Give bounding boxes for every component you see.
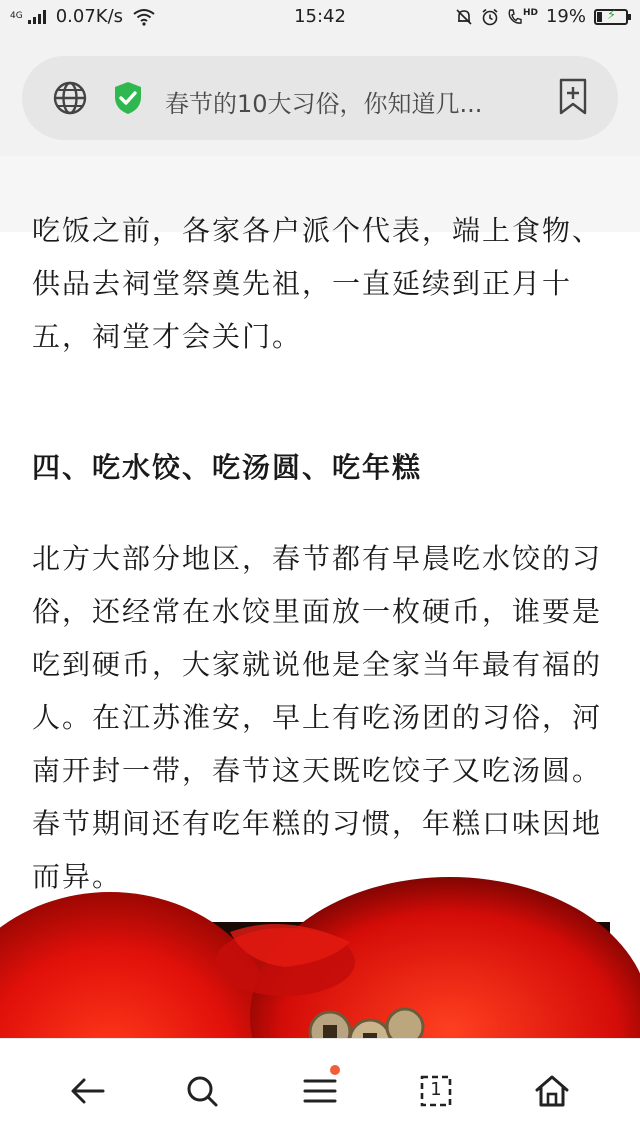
mute-bell-icon bbox=[455, 8, 473, 26]
hd-label: HD bbox=[522, 7, 538, 18]
clock: 15:42 bbox=[294, 6, 346, 27]
network-speed: 0.07K/s bbox=[55, 6, 124, 27]
battery-fill bbox=[597, 12, 602, 22]
hd-call-icon bbox=[507, 8, 538, 26]
home-icon bbox=[534, 1074, 570, 1108]
section-heading: 四、吃水饺、吃汤圆、吃年糕 bbox=[32, 451, 423, 484]
browser-header bbox=[0, 34, 640, 156]
tab-count: 1 bbox=[430, 1079, 442, 1100]
status-right bbox=[455, 6, 628, 27]
back-button[interactable] bbox=[66, 1069, 110, 1113]
battery-icon bbox=[594, 9, 628, 25]
secure-shield-icon[interactable] bbox=[112, 80, 144, 116]
status-bar bbox=[0, 0, 640, 34]
lantern-image bbox=[30, 922, 610, 1052]
tabs-button[interactable] bbox=[414, 1069, 458, 1113]
article-paragraph: 北方大部分地区，春节都有早晨吃水饺的习俗，还经常在水饺里面放一枚硬币，谁要是吃到硬币，大家就说他是全家当年最有福的人。在江苏淮安，早上有吃汤团的习俗，河南开封一带，春节这天既吃饺子又吃汤圆。春节期间还有吃年糕的习惯，年糕口味因地而异。 bbox=[32, 542, 603, 893]
search-icon bbox=[185, 1074, 219, 1108]
back-icon bbox=[70, 1076, 106, 1106]
battery-percent: 19% bbox=[545, 6, 586, 27]
search-button[interactable] bbox=[180, 1069, 224, 1113]
notification-dot bbox=[330, 1065, 340, 1075]
add-bookmark-icon[interactable] bbox=[558, 78, 588, 116]
lantern-photo[interactable] bbox=[30, 922, 610, 1052]
charging-icon: ⚡ bbox=[607, 7, 617, 23]
alarm-icon bbox=[481, 8, 499, 26]
address-bar[interactable] bbox=[22, 56, 618, 140]
article-content[interactable] bbox=[0, 214, 640, 1038]
bottom-navigation bbox=[0, 1038, 640, 1139]
globe-icon[interactable] bbox=[52, 80, 88, 116]
home-button[interactable] bbox=[530, 1069, 574, 1113]
network-type: 4G bbox=[10, 11, 23, 21]
article-paragraph-top: 吃饭之前，各家各户派个代表，端上食物、供品去祠堂祭奠先祖，一直延续到正月十五，祠堂才会关门。 bbox=[32, 214, 603, 353]
menu-button[interactable] bbox=[298, 1069, 342, 1113]
menu-icon bbox=[303, 1077, 337, 1105]
page-title-url[interactable]: 春节的10大习俗，你知道几... bbox=[165, 90, 483, 118]
